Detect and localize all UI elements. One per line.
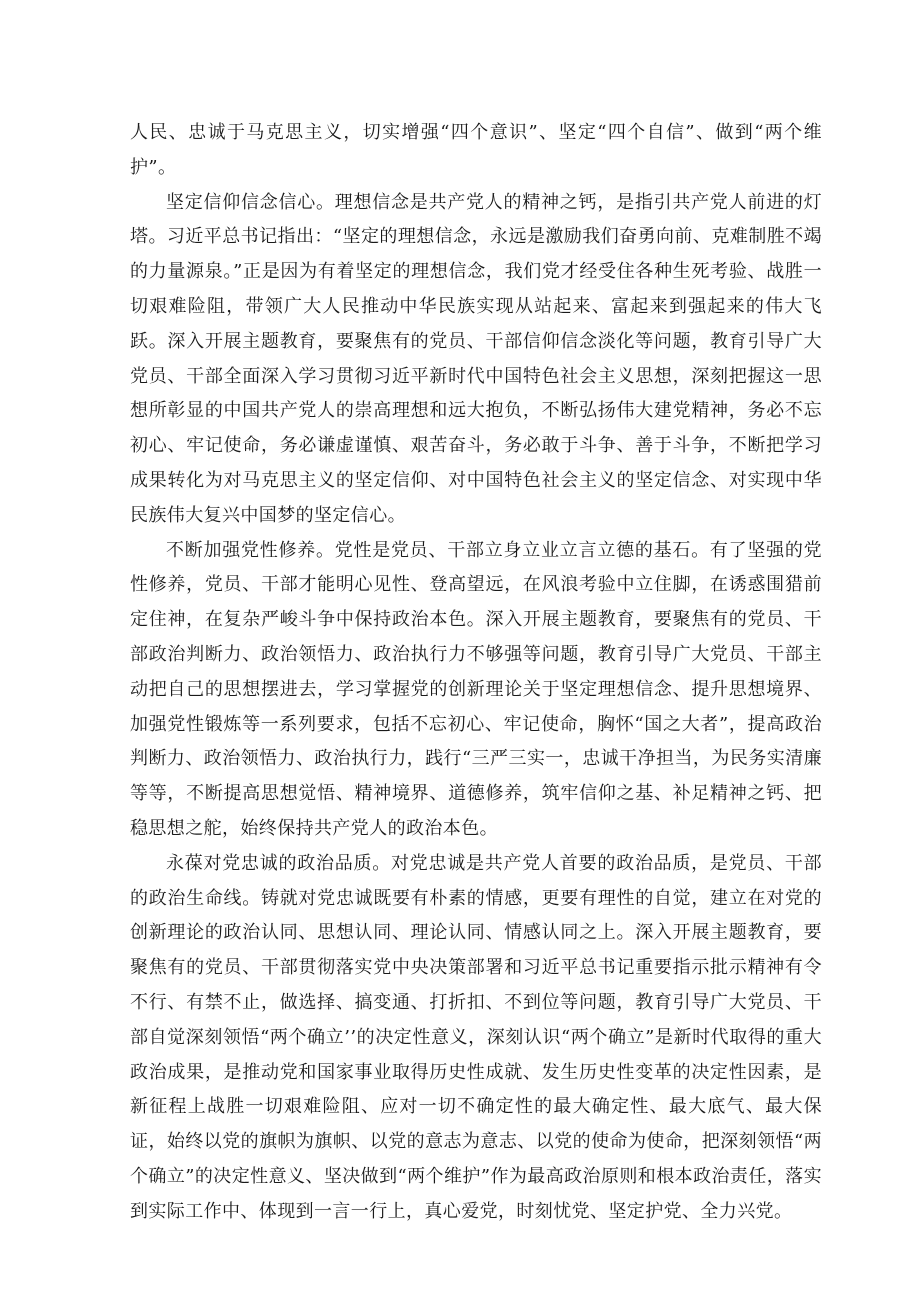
paragraph-continuation: 人民、忠诚于马克思主义，切实增强“四个意识”、坚定“四个自信”、做到“两个维护”。 (130, 122, 822, 178)
paragraph-loyalty: 永葆对党忠诚的政治品质。对党忠诚是共产党人首要的政治品质，是党员、干部的政治生命线。铸就对党忠诚既要有朴素的情感，更要有理性的自觉，建立在对党的创新理论的政治认同、思想认同、理论认同、情感认同之上。深入开展主题教育，要聚焦有的党员、干部贯彻落实党中央决策部署和习近平总书记重要指示批示精神有令不行、有禁不止，做选择、搞变通、打折扣、不到位等问题，教育引导广大党员、干部自觉深刻领悟“两个确立’’的决定性意义，深刻认识“两个确立”是新时代取得的重大政治成果，是推动党和国家事业取得历史性成就、发生历史性变革的决定性因素，是新征程上战胜一切艰难险阻、应对一切不确定性的最大确定性、最大底气、最大保证，始终以党的旗帜为旗帜、以党的意志为意志、以党的使命为使命，把深刻领悟“两个确立”的决定性意义、坚决做到“两个维护”作为最高政治原则和根本政治责任，落实到实际工作中、体现到一言一行上，真心爱党，时刻忧党、坚定护党、全力兴党。 (130, 852, 822, 1222)
document-body (130, 116, 822, 1230)
paragraph-party-spirit: 不断加强党性修养。党性是党员、干部立身立业立言立德的基石。有了坚强的党性修养，党员、干部才能明心见性、登高望远，在风浪考验中立住脚，在诱惑围猎前定住神，在复杂严峻斗争中保持政治本色。深入开展主题教育，要聚焦有的党员、干部政治判断力、政治领悟力、政治执行力不够强等问题，教育引导广大党员、干部主动把自己的思想摆进去，学习掌握党的创新理论关于坚定理想信念、提升思想境界、加强党性锻炼等一系列要求，包括不忘初心、牢记使命，胸怀“国之大者”，提高政治判断力、政治领悟力、政治执行力，践行“三严三实一，忠诚干净担当，为民务实清廉等等，不断提高思想觉悟、精神境界、道德修养，筑牢信仰之基、补足精神之钙、把稳思想之舵，始终保持共产党人的政治本色。 (130, 539, 822, 839)
paragraph-firm-faith: 坚定信仰信念信心。理想信念是共产党人的精神之钙，是指引共产党人前进的灯塔。习近平总书记指出：“坚定的理想信念，永远是激励我们奋勇向前、克难制胜不竭的力量源泉。”正是因为有着坚定的理想信念，我们党才经受住各种生死考验、战胜一切艰难险阻，带领广大人民推动中华民族实现从站起来、富起来到强起来的伟大飞跃。深入开展主题教育，要聚焦有的党员、干部信仰信念淡化等问题，教育引导广大党员、干部全面深入学习贯彻习近平新时代中国特色社会主义思想，深刻把握这一思想所彰显的中国共产党人的崇高理想和远大抱负，不断弘扬伟大建党精神，务必不忘初心、牢记使命，务必谦虚谨慎、艰苦奋斗，务必敢于斗争、善于斗争，不断把学习成果转化为对马克思主义的坚定信仰、对中国特色社会主义的坚定信念、对实现中华民族伟大复兴中国梦的坚定信心。 (130, 191, 822, 526)
